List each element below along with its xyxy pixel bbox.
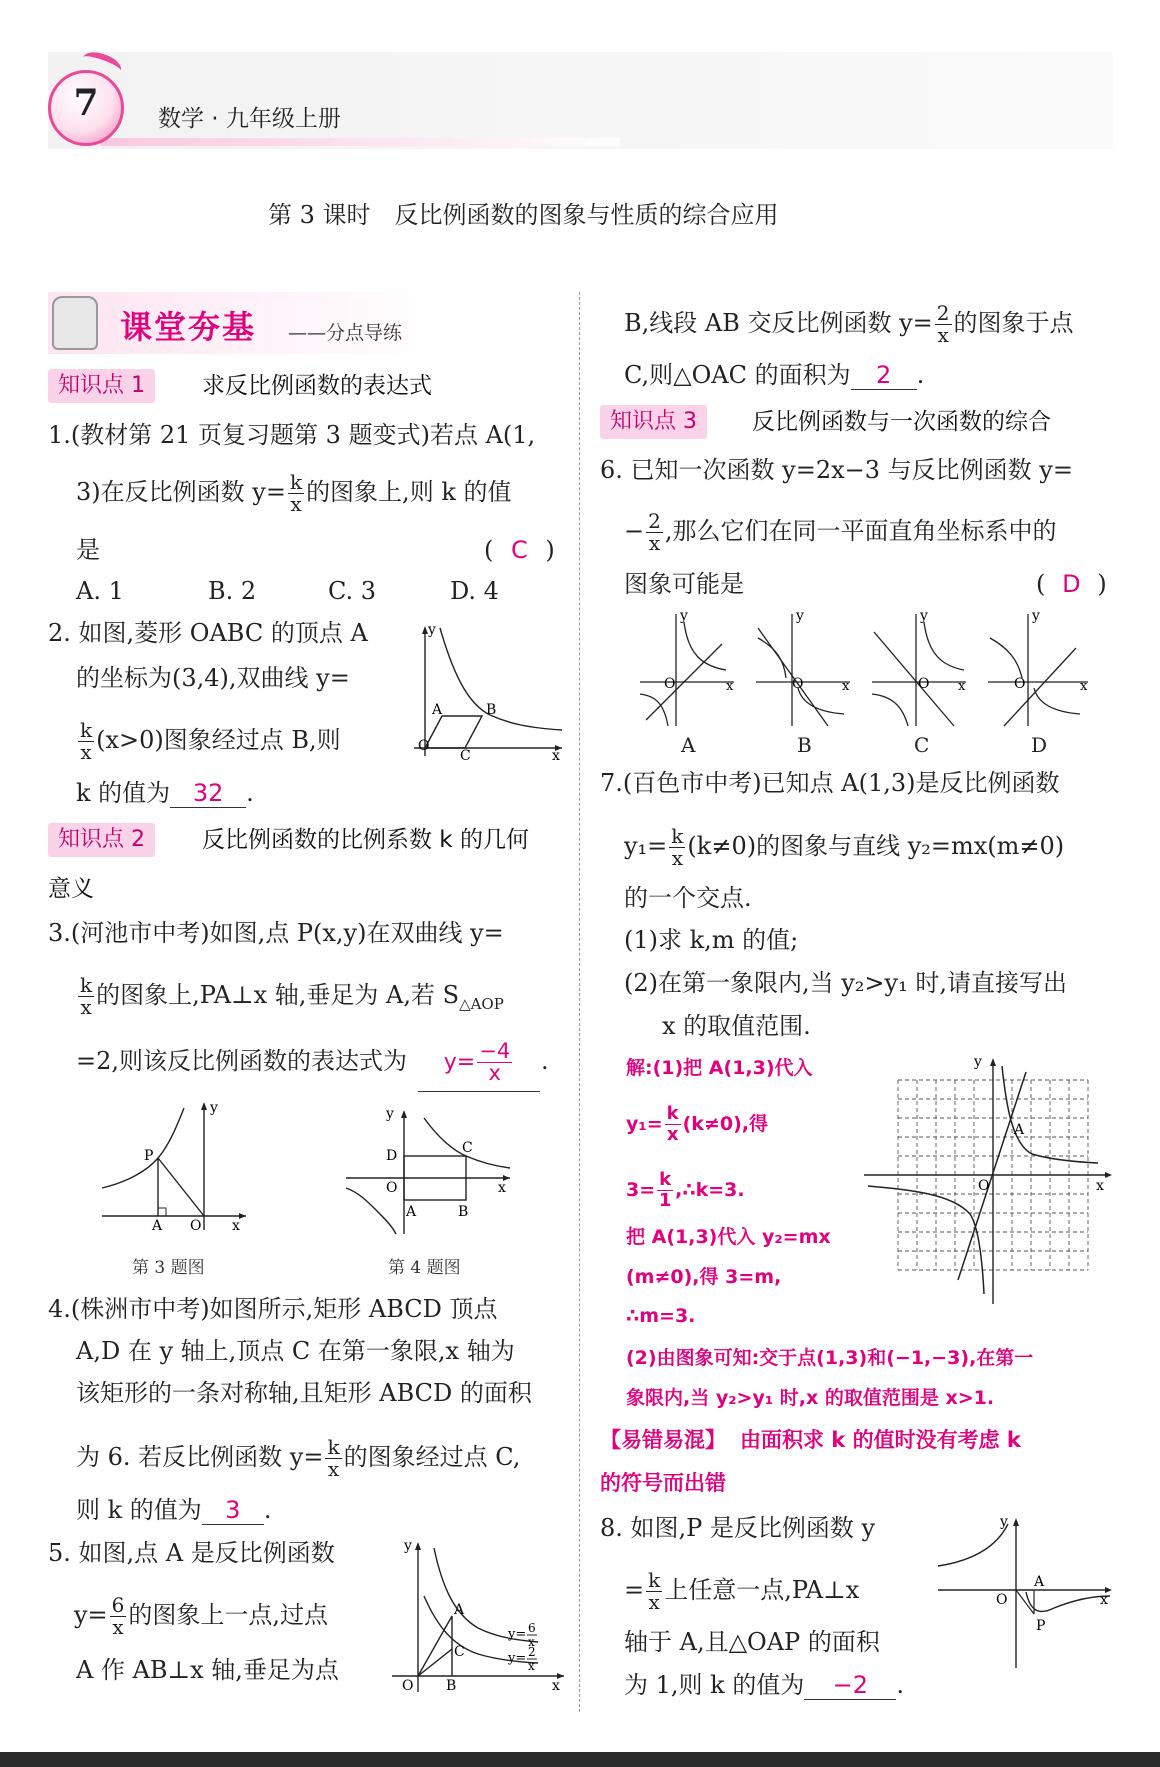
q6-graph-b [756,608,850,726]
q5-den: x [112,1615,124,1639]
q3-answer-num: −4 [479,1039,511,1063]
q5-r-text-b: 的图象于点 [953,309,1074,337]
q3-line2 [76,975,504,1019]
svg-text:x: x [1100,1592,1108,1608]
svg-text:y: y [796,608,804,624]
q7-line5: (2)在第一象限内,当 y₂>y₁ 时,请直接写出 [624,969,1067,997]
q8-line1: 8. 如图,P 是反比例函数 y [600,1514,876,1542]
q3-figure [98,1098,250,1234]
q2-num: k [80,718,93,742]
kp2-title-cont: 意义 [48,876,94,902]
svg-text:C: C [462,1140,473,1156]
svg-text:x: x [1096,1178,1104,1194]
svg-text:P: P [1036,1618,1046,1634]
q3-answer [418,1034,540,1092]
svg-text:O: O [402,1678,414,1694]
svg-text:y: y [210,1100,218,1116]
kp3-title: 反比例函数与一次函数的综合 [752,409,1051,435]
svg-text:y: y [1000,1514,1008,1530]
section-logo [48,292,440,354]
q1-option-b: B. 2 [208,577,257,605]
q1-line3: 是 [76,536,100,564]
q4-den: x [327,1457,340,1481]
q7-figure [862,1054,1114,1306]
q5-r-text-c: C,则△OAC 的面积为 [624,361,851,389]
svg-text:O: O [792,676,804,692]
q5-text-a: y= [74,1601,108,1629]
q7-sol-8: 象限内,当 y₂>y₁ 时,x 的取值范围是 x>1. [626,1387,995,1409]
q8-num: k [648,1568,661,1592]
svg-text:O: O [918,676,930,692]
q4-answer: 3 [202,1495,264,1525]
q6-line2 [624,511,1056,554]
q3-fraction [78,975,94,1018]
warning-line1 [600,1425,1021,1455]
q5-r-num: 2 [936,301,950,325]
page-number: 7 [73,82,99,124]
q1-option-d: D. 4 [450,577,499,605]
q4-fraction [325,1437,341,1480]
logo-text: 课堂夯基 [120,308,257,346]
q7-num: k [671,824,684,848]
kp1-title: 求反比例函数的表达式 [202,373,432,399]
svg-text:A: A [1034,1574,1045,1590]
svg-text:y: y [974,1054,982,1070]
q8-text-a: = [624,1576,645,1604]
q2-line3 [76,720,341,763]
q1-answer: C [510,536,528,564]
q7-sol-4: 把 A(1,3)代入 y₂=mx [626,1226,831,1248]
svg-text:O: O [1014,676,1026,692]
q3-caption: 第 3 题图 [132,1258,205,1278]
svg-text:6: 6 [528,1621,536,1635]
q7-line1: 7.(百色市中考)已知点 A(1,3)是反比例函数 [600,769,1060,797]
q5-right-line1 [624,303,1074,346]
q8-line4: 为 1,则 k 的值为 −2 . [624,1671,904,1699]
svg-text:D: D [386,1148,398,1164]
q5-right-line2: C,则△OAC 的面积为 2 . [624,361,925,389]
q5-num: 6 [111,1593,125,1617]
q6-line1: 6. 已知一次函数 y=2x−3 与反比例函数 y= [600,456,1073,484]
svg-text:x: x [528,1659,535,1673]
q7-sol-1: 解:(1)把 A(1,3)代入 [626,1057,813,1079]
q7-den: x [671,846,683,870]
q6-answer-bracket: ( D ) [1036,570,1107,598]
q4-line3: 该矩形的一条对称轴,且矩形 ABCD 的面积 [76,1379,532,1407]
q5-r-fraction [935,303,952,346]
header-pink-line [100,138,620,146]
q7-sol-2 [626,1104,768,1145]
svg-text:O: O [996,1592,1008,1608]
q2-answer: 32 [170,778,246,808]
q1-line1: 1.(教材第 21 页复习题第 3 题变式)若点 A(1, [48,421,536,449]
q6-graph-a [640,608,734,726]
backpack-icon [52,296,98,350]
q7-sol-den2: 1 [658,1190,672,1211]
q1-den: x [290,492,302,516]
q4-line1: 4.(株洲市中考)如图所示,矩形 ABCD 顶点 [48,1295,498,1323]
kp3-label: 知识点 3 [600,405,707,439]
warning-text: 由面积求 k 的值时没有考虑 k [740,1428,1021,1452]
q8-line3: 轴于 A,且△OAP 的面积 [624,1628,880,1656]
svg-text:O: O [386,1180,398,1196]
q3-subscript: △AOP [459,995,504,1013]
q5-line1: 5. 如图,点 A 是反比例函数 [48,1539,335,1567]
q3-den: x [80,995,92,1019]
q3-period: . [541,1047,549,1075]
svg-text:y: y [920,608,928,624]
svg-text:A: A [432,702,443,718]
q7-sol-5: (m≠0),得 3=m, [626,1266,782,1288]
book-title: 数学 · 九年级上册 [158,106,341,132]
q4-line2: A,D 在 y 轴上,顶点 C 在第一象限,x 轴为 [76,1337,515,1365]
logo-subtitle: ——分点导练 [288,322,403,344]
q7-sol-6: ∴m=3. [626,1305,696,1327]
q1-text-a: 3)在反比例函数 y= [76,478,286,506]
q6-num: 2 [648,509,661,533]
column-divider [579,292,580,1712]
q6-answer: D [1062,570,1081,598]
kp2-label: 知识点 2 [48,823,155,857]
q5-r-text-a: B,线段 AB 交反比例函数 y= [624,309,933,337]
svg-text:A: A [406,1204,417,1220]
q7-line3: 的一个交点. [624,884,752,912]
svg-text:y: y [680,608,688,624]
q4-text-a: 为 6. 若反比例函数 y= [76,1443,324,1471]
q5-text-b: 的图象上一点,过点 [128,1601,329,1629]
q5-line3: A 作 AB⊥x 轴,垂足为点 [76,1656,339,1684]
q7-sol-num2: k [659,1169,672,1190]
q7-sol-3 [626,1170,745,1211]
svg-text:B: B [486,702,497,718]
q7-text-b: (k≠0)的图象与直线 y₂=mx(m≠0) [687,832,1065,860]
q6-choice-c: C [914,733,930,757]
svg-text:x: x [726,679,734,694]
q7-sol-num: k [666,1103,679,1124]
q3-line1: 3.(河池市中考)如图,点 P(x,y)在双曲线 y= [48,919,504,947]
q2-line4: k 的值为 32 . [76,779,254,807]
kp2-title: 反比例函数的比例系数 k 的几何 [202,827,529,853]
q8-den: x [648,1590,660,1614]
q7-sol-2b: (k≠0),得 [682,1113,768,1135]
q5-r-den: x [937,323,949,347]
q5-fraction [110,1595,127,1638]
q6-choice-d: D [1031,733,1048,757]
q4-text-b: 的图象经过点 C, [343,1443,521,1471]
q7-sol-den: x [666,1124,679,1145]
svg-text:C: C [460,748,471,760]
q6-choice-a: A [681,733,696,757]
q3-line3: =2,则该反比例函数的表达式为 [76,1047,408,1075]
svg-text:A: A [1014,1122,1025,1138]
warning-tag: 【易错易混】 [600,1428,726,1452]
q7-sol-2a: y₁= [626,1113,663,1135]
svg-text:y: y [1032,608,1040,624]
q6-graph-c [872,608,966,726]
q5-answer: 2 [851,360,917,390]
q2-figure [400,620,568,760]
q2-den: x [80,740,92,764]
q6-text-b: ,那么它们在同一平面直角坐标系中的 [664,517,1057,545]
q4-line5: 则 k 的值为 3 . [76,1496,272,1524]
q7-text-a: y₁= [624,832,668,860]
svg-text:P: P [144,1148,154,1164]
svg-text:y=: y= [508,1627,527,1642]
svg-text:y=: y= [508,1651,527,1666]
q8-figure [934,1512,1114,1670]
q1-num: k [289,470,303,494]
q1-option-a: A. 1 [76,577,124,605]
svg-text:A: A [454,1602,465,1618]
q1-text-b: 的图象上,则 k 的值 [306,478,512,506]
svg-text:B: B [458,1204,469,1220]
q7-line4: (1)求 k,m 的值; [624,926,799,954]
q4-num: k [327,1435,340,1459]
q3-num: k [80,973,93,997]
q8-text-b: 上任意一点,PA⊥x [664,1576,860,1604]
q4-caption: 第 4 题图 [388,1258,461,1278]
svg-text:x: x [528,1635,535,1649]
svg-text:x: x [1080,679,1088,694]
svg-text:O: O [664,676,676,692]
q5-figure [388,1536,568,1696]
q1-answer-bracket: ( C ) [484,536,555,564]
q7-fraction [669,826,685,869]
svg-text:2: 2 [528,1645,536,1659]
q2-fraction [78,720,94,763]
q4-text-k: 则 k 的值为 [76,1496,202,1524]
q7-line6: x 的取值范围. [662,1012,811,1040]
svg-text:x: x [958,679,966,694]
q8-line2 [624,1570,859,1613]
q2-text: (x>0)图象经过点 B,则 [96,726,341,754]
q6-den: x [648,531,661,555]
q6-line3: 图象可能是 [624,570,744,598]
lesson-title: 第 3 课时 反比例函数的图象与性质的综合应用 [268,201,779,229]
q6-fraction [646,511,663,554]
q3-answer-prefix: y= [443,1050,476,1075]
svg-text:y: y [428,622,436,638]
q7-sol-3a: 3= [626,1179,656,1201]
q7-line2 [624,826,1064,869]
q3-answer-den: x [488,1061,501,1085]
q7-sol-frac [665,1104,681,1145]
svg-text:x: x [498,1180,506,1196]
q5-line2 [74,1595,328,1638]
q6-text-a: − [624,517,645,545]
svg-text:x: x [552,748,560,760]
q7-sol-7: (2)由图象可知:交于点(1,3)和(−1,−3),在第一 [626,1347,1034,1369]
q6-option-figures [636,608,1096,758]
svg-text:O: O [190,1218,202,1234]
svg-text:A: A [152,1218,163,1234]
svg-text:x: x [232,1218,240,1234]
svg-text:y: y [386,1106,394,1122]
q6-graph-d [988,608,1088,726]
q6-choice-b: B [797,733,812,757]
q1-line2 [76,472,512,515]
q7-sol-frac2 [657,1170,673,1211]
warning-line2: 的符号而出错 [600,1471,726,1495]
q8-text-k: 为 1,则 k 的值为 [624,1671,805,1699]
q1-option-c: C. 3 [328,577,377,605]
q2-text-k: k 的值为 [76,779,171,807]
q3-text: 的图象上,PA⊥x 轴,垂足为 A,若 S [96,981,460,1009]
svg-text:O: O [418,738,430,754]
bottom-edge [0,1752,1160,1767]
q7-sol-3b: ,∴k=3. [675,1179,745,1201]
q8-fraction [646,1570,662,1613]
svg-text:C: C [454,1644,465,1660]
svg-text:y: y [404,1538,412,1554]
q2-line1: 2. 如图,菱形 OABC 的顶点 A [48,619,368,647]
q3-answer-fraction [477,1041,512,1084]
svg-text:B: B [446,1678,457,1694]
q4-figure [342,1106,514,1236]
header-band [48,52,1113,149]
svg-text:O: O [978,1178,990,1194]
q4-line4 [76,1437,520,1480]
svg-text:x: x [552,1678,560,1694]
q2-line2: 的坐标为(3,4),双曲线 y= [76,664,350,692]
kp1-label: 知识点 1 [48,369,155,403]
q8-answer: −2 [804,1670,896,1700]
q1-fraction [288,472,304,515]
svg-text:x: x [842,679,850,694]
